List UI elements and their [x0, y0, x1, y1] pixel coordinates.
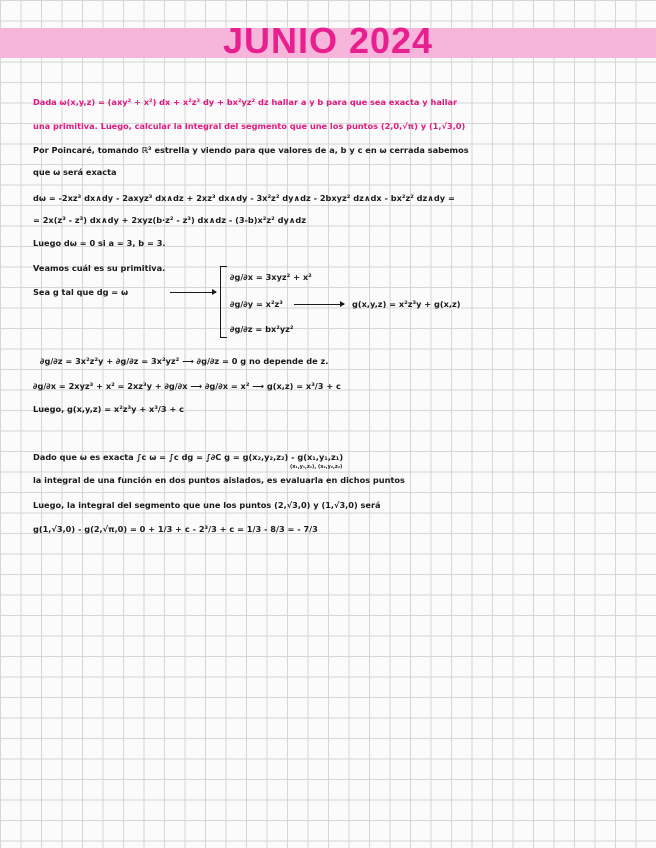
equation-line: ∂g/∂z = 3x²z²y + ∂g/∂z = 3x²yz² ⟶ ∂g/∂z = 0 g no depende de z. [40, 356, 329, 366]
text-line: Sea g tal que dg = ω [33, 287, 129, 297]
text-line: Luego dω = 0 si a = 3, b = 3. [33, 238, 166, 248]
text-line: Dado que ω es exacta ∫c ω = ∫c dg = ∫∂C g = g(x₂,y₂,z₂) - g(x₁,y₁,z₁) [33, 452, 344, 462]
problem-line-1: Dada ω(x,y,z) = (axy² + x²) dx + x²z³ dy + bx²yz² dz hallar a y b para que sea exacta y hallar [33, 97, 458, 107]
text-line: que ω será exacta [33, 167, 117, 177]
equation-line: ∂g/∂x = 2xyz³ + x² = 2xz³y + ∂g/∂x ⟶ ∂g/∂x = x² ⟶ g(x,z) = x³/3 + c [33, 381, 341, 391]
equation-line: = 2x(z³ - z³) dx∧dy + 2xyz(b·z² - z³) dx∧dz - (3-b)x²z² dy∧dz [33, 215, 307, 225]
equation-line: g(1,√3,0) - g(2,√π,0) = 0 + 1/3 + c - 2³/3 + c = 1/3 - 8/3 = - 7/3 [33, 524, 318, 534]
text-line: la integral de una función en dos puntos aislados, es evaluarla en dichos puntos [33, 475, 405, 485]
equation-line: ∂g/∂x = 3xyz² + x² [230, 272, 312, 282]
equation-line: ∂g/∂y = x²z³ [230, 299, 283, 309]
equation-line: ∂g/∂z = bx²yz² [230, 324, 294, 334]
arrow [170, 292, 216, 293]
subscript-note: (x₁,y₁,z₁), (x₂,y₂,z₂) [290, 464, 343, 470]
problem-line-2: una primitiva. Luego, calcular la integral del segmento que une los puntos (2,0,√π) y (1,√3,0) [33, 121, 466, 131]
equation-line: dω = -2xz³ dx∧dy - 2axyz³ dx∧dz + 2xz³ dx∧dy - 3x²z² dy∧dz - 2bxyz² dz∧dx - bx²z² dz∧dy = [33, 193, 455, 203]
equation-line: g(x,y,z) = x²z³y + g(x,z) [352, 299, 461, 309]
system-brace [220, 266, 227, 338]
text-line: Luego, la integral del segmento que une los puntos (2,√3,0) y (1,√3,0) será [33, 500, 381, 510]
page-title: JUNIO 2024 [222, 20, 434, 61]
arrow [294, 304, 344, 305]
equation-line: Luego, g(x,y,z) = x²z³y + x³/3 + c [33, 404, 185, 414]
text-line: Veamos cuál es su primitiva. [33, 263, 166, 273]
text-line: Por Poincaré, tomando ℝ³ estrella y viendo para que valores de a, b y c en ω cerrada sabemos [33, 145, 469, 155]
